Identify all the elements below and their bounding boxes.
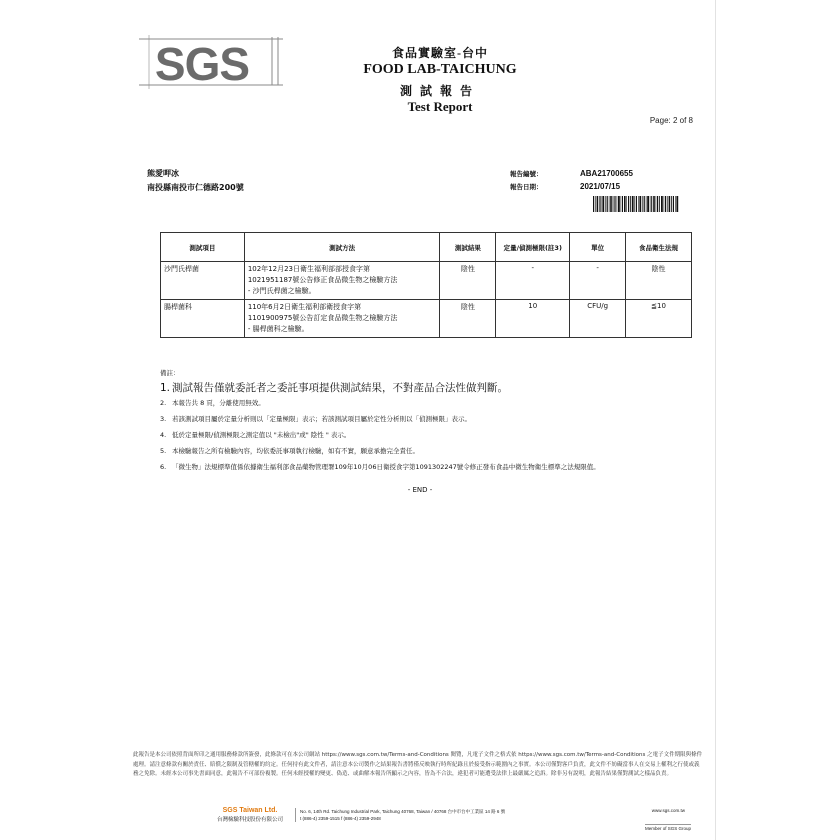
note-item xyxy=(160,463,695,472)
col-header-limit: 定量/偵測極限(註3) xyxy=(496,233,570,262)
note-item xyxy=(160,415,695,424)
footer-website[interactable]: www.sgs.com.tw xyxy=(651,808,685,813)
cell-unit: CFU/g xyxy=(570,300,626,338)
footer-brand-zh: 台灣檢驗科技股份有限公司 xyxy=(216,817,283,823)
method-line: 102年12月23日衛生福利部部授食字第 xyxy=(247,265,370,273)
barcode-icon xyxy=(593,196,679,212)
col-header-result: 測試結果 xyxy=(440,233,496,262)
sgs-logo xyxy=(137,35,285,91)
note-text: 低於定量極限/偵測極限之測定值以 "未檢出"或" 陰性 " 表示。 xyxy=(172,431,351,439)
lab-name-en: FOOD LAB-TAICHUNG xyxy=(363,62,517,77)
note-number: 2. xyxy=(160,399,167,407)
note-text: 「微生物」法規標準值係依據衛生福利部食品藥物管理署109年10月06日衛授食字第1091302247號令修正發布食品中微生物衛生標準之法規限值。 xyxy=(172,463,600,471)
cell-item: 腸桿菌科 xyxy=(161,300,245,338)
note-text: 測試報告僅就委託者之委託事項提供測試結果，不對產品合法性做判斷。 xyxy=(172,382,508,394)
cell-limit: 10 xyxy=(496,300,570,338)
col-header-unit: 單位 xyxy=(570,233,626,262)
report-title-zh: 測試報告 xyxy=(399,84,480,98)
lab-name-zh: 食品實驗室-台中 xyxy=(392,46,488,60)
note-text: 本檢驗報告之所有檢驗內容，均依委託事項執行檢驗，如有不實，願意承擔完全責任。 xyxy=(172,447,419,455)
method-line: - 沙門氏桿菌之檢驗。 xyxy=(247,287,316,295)
legal-disclaimer: 此報告是本公司依照背面所印之通用服務條款所簽發，此條款可在本公司網站 https://www.sgs.com.tw/Terms-and-Conditions 閱覽，凡電子文件之格式依 https://www.sgs.com.tw/Terms-and-Conditions 之電子文件期限與條件處理。請注意條款有關於責任、賠償之限制及管轄權的約定。任何持有此文件者，請注意本公司製作之結果報告書將僅反映執行時所紀錄且於接受指示範圍內之事實。本公司僅對客戶負責，此文件不妨礙當事人在交易上權利之行使或義務之免除。未經本公司事先書面同意，此報告不可部份複製。任何未經授權的變更、偽造、或曲解本報告所顯示之內容，皆為不合法，違犯者可能遭受法律上最嚴厲之追訴。除非另有說明，此報告結果僅對測試之樣品負責。 xyxy=(133,752,703,777)
footer-address xyxy=(295,808,630,822)
report-number: ABA21700655 xyxy=(580,169,633,178)
col-header-method: 測試方法 xyxy=(244,233,440,262)
footer-company xyxy=(205,807,295,823)
method-line: 1101900975號公告訂定食品微生物之檢驗方法 xyxy=(247,314,398,322)
footer-member: Member of SGS Group xyxy=(644,826,691,831)
cell-unit: - xyxy=(570,262,626,300)
report-title-en: Test Report xyxy=(407,99,473,114)
note-item xyxy=(160,399,695,408)
logo-frame-icon xyxy=(137,35,285,91)
table-row xyxy=(161,300,692,338)
note-number: 1. xyxy=(160,382,171,394)
method-line: - 腸桿菌科之檢驗。 xyxy=(247,325,309,333)
footer-brand: SGS Taiwan Ltd. xyxy=(222,807,278,814)
cell-result: 陰性 xyxy=(440,300,496,338)
page-number: Page: 2 of 8 xyxy=(649,116,693,125)
results-table xyxy=(160,232,692,338)
sgs-logo-text: SGS xyxy=(154,38,250,90)
method-line: 1021951187號公告修正食品微生物之檢驗方法 xyxy=(247,276,398,284)
end-marker: - END - xyxy=(407,486,433,494)
table-row xyxy=(161,262,692,300)
report-date: 2021/07/15 xyxy=(580,182,621,191)
col-header-item: 測試項目 xyxy=(161,233,245,262)
note-item xyxy=(160,382,695,394)
customer-name: 熊愛呷冰 xyxy=(147,169,179,178)
customer-address: 南投縣南投市仁德路200號 xyxy=(147,183,244,192)
note-item xyxy=(160,431,695,440)
notes-list xyxy=(160,382,695,479)
note-text: 若該測試項目屬於定量分析則以「定量極限」表示；若該測試項目屬於定性分析則以「偵測極限」表示。 xyxy=(172,415,471,423)
note-number: 4. xyxy=(160,431,167,439)
report-page xyxy=(125,0,716,840)
note-number: 6. xyxy=(160,463,167,471)
cell-limit: - xyxy=(496,262,570,300)
cell-method xyxy=(244,262,440,300)
method-line: 110年6月2日衛生福利部衛授食字第 xyxy=(247,303,362,311)
footer-address-line: No. 6, 14th Rd. Taichung Industrial Park, Taichung 40768, Taiwan / 40768 台中市台中工業區 14 路 6 號 xyxy=(300,809,506,814)
report-date-label: 報告日期： xyxy=(510,183,543,191)
note-number: 5. xyxy=(160,447,167,455)
footer xyxy=(125,807,715,831)
table-header-row xyxy=(161,233,692,262)
note-text: 本報告共 8 頁，分離使用無效。 xyxy=(172,399,265,407)
cell-regulation: ≦10 xyxy=(626,300,692,338)
col-header-regulation: 食品衛生法規 xyxy=(626,233,692,262)
cell-method xyxy=(244,300,440,338)
notes-heading: 備註： xyxy=(160,369,180,377)
cell-item: 沙門氏桿菌 xyxy=(161,262,245,300)
footer-phones: t (886-4) 2359-1515 f (886-4) 2359-2948 xyxy=(300,816,381,821)
note-number: 3. xyxy=(160,415,167,423)
cell-regulation: 陰性 xyxy=(626,262,692,300)
cell-result: 陰性 xyxy=(440,262,496,300)
report-number-label: 報告編號： xyxy=(510,170,543,178)
note-item xyxy=(160,447,695,456)
